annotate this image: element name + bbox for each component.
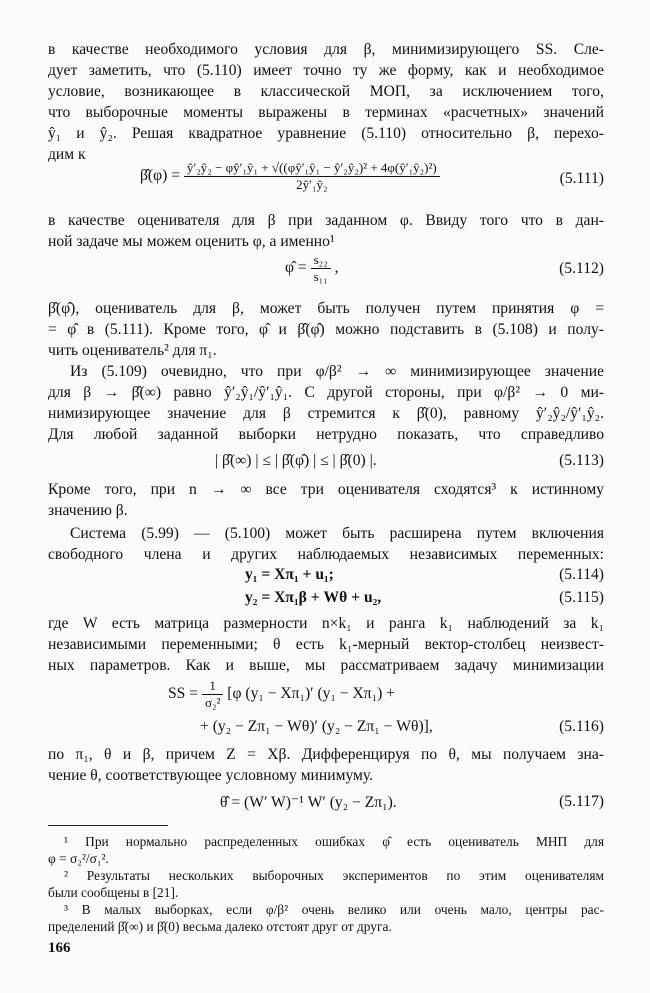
text-line: дим к [48,146,86,163]
eq-numerator: ŷ′₂ŷ₂ − φŷ′₁ŷ₁ + √((φŷ′₁ŷ₁ − ŷ′₂ŷ₂)² + 4φ(ŷ′₁ŷ₂)²) [184,160,440,177]
equation-number: (5.112) [559,260,604,277]
text-line: для β → β̂(∞) равно ŷ′₂ŷ₁/ŷ′₁ŷ₁. С другой стороны, при φ/β² → 0 ми- [48,384,604,401]
text-line: чить оцениватель² для π₁. [48,342,217,359]
text-line: где W есть матрица размерности n×k₁ и ранга k₁ наблюдений за k₁ [48,615,604,632]
text-line: дует заметить, что (5.110) имеет точно ту же форму, как и необходимое [48,62,604,79]
eq-lhs: φ̂ = [285,259,307,277]
footnote: пределений β̂(∞) и β̂(0) весьма далеко отстоят друг от друга. [48,919,392,934]
text-line: = φ̂ в (5.111). Кроме того, φ̂ и β̂(φ̂) можно подставить в (5.108) и полу- [48,321,604,338]
text-line: ных параметров. Как и выше, мы рассматриваем задачу минимизации [48,657,604,674]
footnote: φ = σ₂²/σ₁². [48,851,109,866]
text-line: независимыми переменными; θ есть k₁-мерный вектор-столбец неизвест- [48,636,604,653]
eq-lhs: SS = [168,685,199,703]
equation-5-113: | β̂(∞) | ≤ | β̂(φ̂) | ≤ | β̂(0) |. [215,452,377,469]
eq-denominator: s₁₁ [313,269,328,284]
eq-fraction [184,160,440,193]
text-line: по π₁, θ и β, причем Z = Xβ. Дифференцируя по θ, мы получаем зна- [48,746,604,763]
text-line: чение θ, соответствующее условному минимуму. [48,767,374,784]
equation-5-114: y₁ = Xπ₁ + u₁; [245,566,334,583]
eq-fraction [311,252,331,285]
text-line: что выборочные моменты выражены в терминах «расчетных» значений [48,104,604,121]
equation-number: (5.116) [559,718,604,735]
text-line: в качестве оценивателя для β при заданном φ. Ввиду того что в дан- [48,212,604,229]
text-line: в качестве необходимого условия для β, минимизирующего SS. Сле- [48,41,604,58]
footnote: ¹ При нормально распределенных ошибках φ̂ есть оцениватель МНП для [64,834,604,849]
eq-fraction [202,678,223,711]
equation-5-115: y₂ = Xπ₁β + Wθ + u₂, [245,589,382,606]
equation-number: (5.114) [559,566,604,583]
footnote-rule [48,825,168,826]
text-line: ŷ₁ и ŷ₂. Решая квадратное уравнение (5.110) относительно β, перехо- [48,125,604,142]
equation-number: (5.117) [559,793,604,810]
footnote: были сообщены в [21]. [48,885,179,900]
text-line: свободного члена и других наблюдаемых независимых переменных: [48,546,604,563]
text-line: Кроме того, при n → ∞ все три оценивателя сходятся³ к истинному [48,481,604,498]
equation-5-111 [140,160,440,193]
text-line: Из (5.109) очевидно, что при φ/β² → ∞ минимизирующее значение [70,363,604,380]
text-line: нимизирующее значение для β стремится к β̂(0), равному ŷ′₂ŷ₂/ŷ′₁ŷ₂. [48,405,604,422]
footnote: ³ В малых выборках, если φ/β² очень велико или очень мало, центры рас- [64,902,604,917]
eq-tail: , [334,259,339,277]
equation-number: (5.113) [559,452,604,469]
eq-lhs: β̂(φ) = [140,167,181,185]
page-number: 166 [48,940,71,956]
text-line: ной задаче мы можем оценить φ, а именно¹ [48,233,335,250]
equation-5-116-line1 [168,678,395,711]
text-line: условие, возникающее в классической МОП, за исключением того, [48,83,604,100]
eq-body: [φ (y₁ − Xπ₁)′ (y₁ − Xπ₁) + [227,685,395,703]
text-line: значению β. [48,502,128,519]
text-line: Система (5.99) — (5.100) может быть расширена путем включения [70,525,604,542]
eq-denominator: 2ŷ′₁ŷ₂ [296,177,328,192]
eq-numerator: s₂₂ [311,252,331,269]
eq-numerator: 1 [202,678,223,695]
equation-5-112 [285,252,339,285]
equation-number: (5.111) [559,170,604,187]
equation-5-116-line2: + (y₂ − Zπ₁ − Wθ)′ (y₂ − Zπ₁ − Wθ)], [200,718,433,735]
footnote: ² Результаты нескольких выборочных экспериментов по этим оценивателям [64,868,604,883]
equation-5-117: θ̂ = (W′ W)⁻¹ W′ (y₂ − Zπ₁). [220,794,397,811]
text-line: Для любой заданной выборки нетрудно показать, что справедливо [48,426,604,443]
text-line: β̂(φ̂), оцениватель для β, может быть получен путем принятия φ = [48,300,604,317]
eq-denominator: σ₂² [204,695,221,710]
equation-number: (5.115) [559,589,604,606]
